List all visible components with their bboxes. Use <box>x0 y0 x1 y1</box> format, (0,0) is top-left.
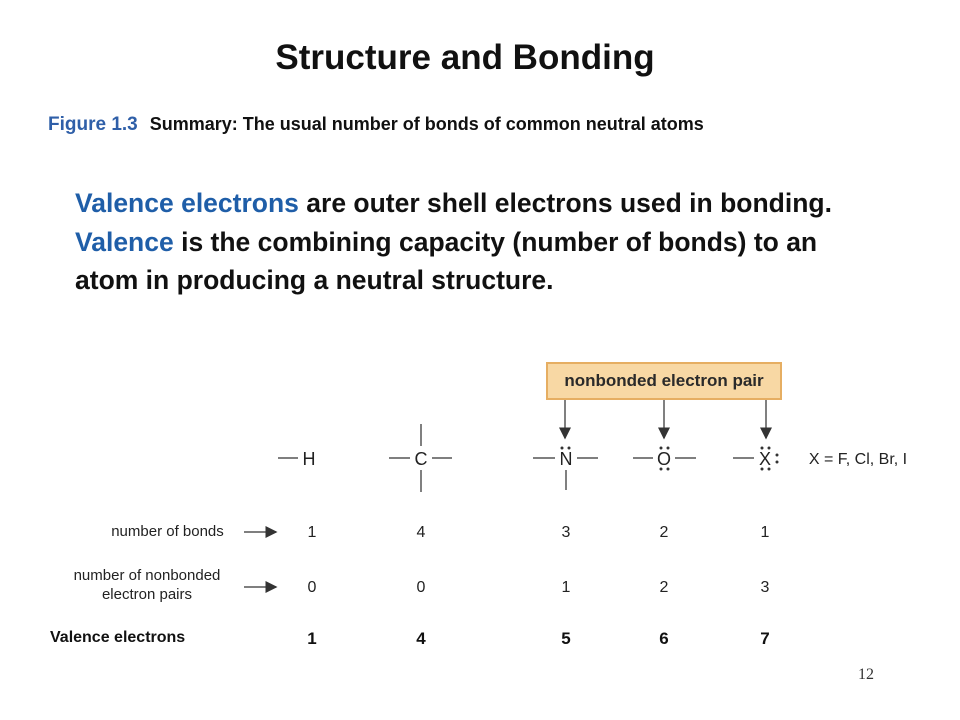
atom-c: C <box>414 449 428 469</box>
bonds-value-o: 2 <box>659 524 669 541</box>
slide-title: Structure and Bonding <box>275 38 655 77</box>
figure-label: Figure 1.3 <box>48 114 138 135</box>
atom-n: N <box>559 449 573 469</box>
row-label-pairs-line2: electron pairs <box>101 586 193 603</box>
halogen-note: X = F, Cl, Br, I <box>808 451 908 468</box>
valence-value-x: 7 <box>760 629 770 648</box>
valence-value-n: 5 <box>561 629 571 648</box>
pairs-value-h: 0 <box>307 579 317 596</box>
nonbonded-pair-box: nonbonded electron pair <box>546 362 782 400</box>
bonds-value-c: 4 <box>416 524 426 541</box>
figure-caption-text: Summary: The usual number of bonds of common neutral atoms <box>149 114 704 134</box>
bonds-value-x: 1 <box>760 524 770 541</box>
definition-valence-electrons: are outer shell electrons used in bonding. <box>298 188 832 218</box>
bonds-value-h: 1 <box>307 524 317 541</box>
bonds-value-n: 3 <box>561 524 571 541</box>
pairs-value-o: 2 <box>659 579 669 596</box>
row-label-nonbonded-pairs <box>52 566 242 604</box>
pairs-value-n: 1 <box>561 579 571 596</box>
pairs-value-c: 0 <box>416 579 426 596</box>
pairs-value-x: 3 <box>760 579 770 596</box>
row-label-pairs-line1: number of nonbonded <box>73 567 221 584</box>
page-number: 12 <box>858 666 874 683</box>
valence-value-h: 1 <box>307 629 317 648</box>
x-lone-pair-dot <box>776 454 779 457</box>
atom-x: X <box>758 449 772 469</box>
term-valence-electrons: Valence electrons <box>75 188 299 218</box>
atom-h: H <box>302 449 316 469</box>
definition-valence: is the combining capacity (number of bonds) to an atom in producing a neutral structure. <box>75 226 818 295</box>
row-label-bonds: number of bonds <box>111 523 224 540</box>
x-lone-pair-dot <box>776 461 779 464</box>
valence-value-o: 6 <box>659 629 669 648</box>
atom-o: O <box>656 449 672 469</box>
term-valence: Valence <box>75 226 174 257</box>
valence-value-c: 4 <box>416 629 426 648</box>
valence-electrons-label: Valence electrons <box>50 629 186 646</box>
